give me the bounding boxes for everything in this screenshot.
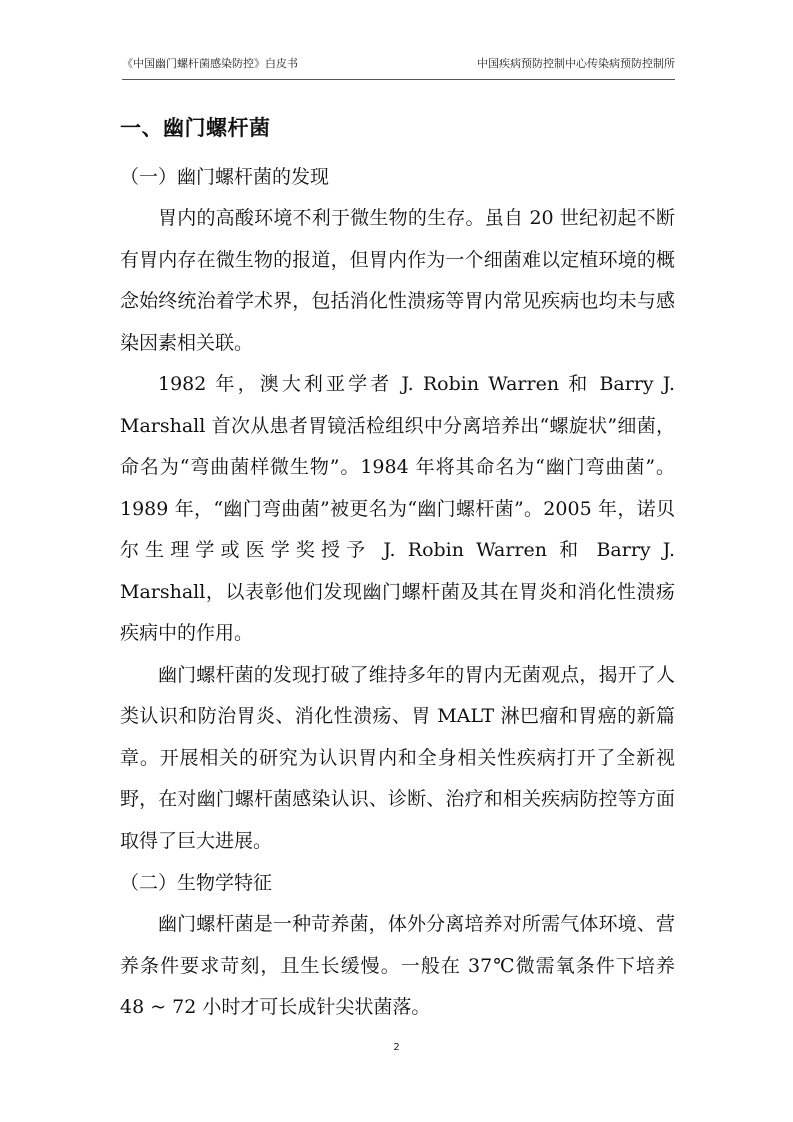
paragraph: 胃内的高酸环境不利于微生物的生存。虽自 20 世纪初起不断有胃内存在微生物的报道，但胃内作为一个细菌难以定植环境的概念始终统治着学术界，包括消化性溃疡等胃内常见疾病也均未与感染因素相关联。: [120, 207, 675, 354]
paragraph: 幽门螺杆菌的发现打破了维持多年的胃内无菌观点，揭开了人类认识和防治胃炎、消化性溃疡、胃 MALT 淋巴瘤和胃癌的新篇章。开展相关的研究为认识胃内和全身相关性疾病打开了全新视野，在对幽门螺杆菌感染认识、诊断、治疗和相关疾病防控等方面取得了巨大进展。: [120, 663, 675, 852]
page-header: [122, 55, 675, 80]
document-body: [120, 108, 675, 1029]
header-document-title: 《中国幽门螺杆菌感染防控》白皮书: [122, 57, 298, 70]
header-organization: 中国疾病预防控制中心传染病预防控制所: [477, 57, 675, 70]
paragraph: 幽门螺杆菌是一种苛养菌，体外分离培养对所需气体环境、营养条件要求苛刻，且生长缓慢。一般在 37℃微需氧条件下培养 48 ~ 72 小时才可长成针尖状菌落。: [120, 913, 675, 1018]
subsection-heading-discovery: （一）幽门螺杆菌的发现: [120, 166, 330, 188]
section-title: 一、幽门螺杆菌: [120, 116, 271, 140]
subsection-heading-biology: （二）生物学特征: [120, 872, 273, 894]
page-number: 2: [393, 1042, 400, 1053]
paragraph: 1982 年，澳大利亚学者 J. Robin Warren 和 Barry J. Marshall 首次从患者胃镜活检组织中分离培养出“螺旋状”细菌，命名为“弯曲菌样微生物”。1984 年将其命名为“幽门弯曲菌”。1989 年，“幽门弯曲菌”被更名为“幽门螺杆菌”。2005 年，诺贝尔生理学或医学奖授予 J. Robin Warren 和 Barry J. Marshall，以表彰他们发现幽门螺杆菌及其在胃炎和消化性溃疡疾病中的作用。: [120, 373, 675, 644]
